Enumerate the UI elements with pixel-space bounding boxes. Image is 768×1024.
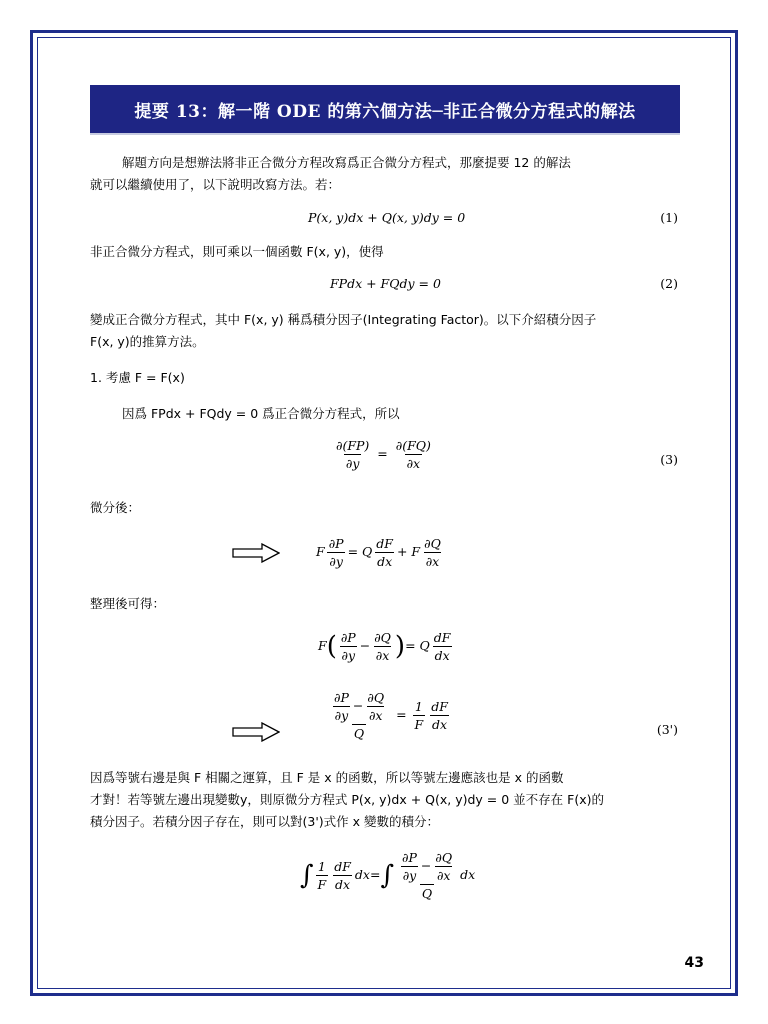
equation-1: P(x, y)dx + Q(x, y)dy = 0: [308, 210, 466, 225]
section-title: 提要 13：解一階 ODE 的第六個方法─非正合微分方程式的解法: [90, 85, 680, 135]
para3-line1: 變成正合微分方程式，其中 F(x, y) 稱爲積分因子(Integrating Factor)。以下介紹積分因子: [90, 312, 597, 327]
equation-4: F $\frac{\partial P}{\partial y}$ = Q $\frac{dF}{dx}$ + F $\frac{\partial Q}{\partial x}$: [316, 536, 441, 569]
para7-line2: 才對！若等號左邊出現變數y，則原微分方程式 P(x, y)dx + Q(x, y)dy = 0 並不存在 F(x)的: [90, 792, 604, 807]
equation-1-number: (1): [660, 210, 678, 225]
para5: 微分後：: [90, 500, 141, 515]
equation-6: $\frac{\partial P}{\partial y}$ − $\frac{\partial Q}{\partial x}$ Q = $\frac{1}{F}$ $\frac{dF}{dx}$: [334, 690, 448, 741]
implies-arrow-icon: [232, 722, 280, 742]
page-number: 43: [684, 955, 704, 971]
equation-5: F( $\frac{\partial P}{\partial y}$ − $\frac{\partial Q}{\partial x}$ )= Q $\frac{dF}{dx}$: [318, 630, 451, 663]
para1-line1: 解題方向是想辦法將非正合微分方程改寫爲正合微分方程式，那麼提要 12 的解法: [122, 155, 571, 170]
equation-7: ∫ $\frac{1}{F}$ $\frac{dF}{dx}$ dx=∫ $\frac{\partial P}{\partial y}$ − $\frac{\partial Q}{\partial x}$ Q dx: [300, 850, 476, 901]
equation-2-number: (2): [660, 276, 678, 291]
para3-line2: F(x, y)的推算方法。: [90, 334, 205, 349]
para7-line1: 因爲等號右邊是與 F 相關之運算，且 F 是 x 的函數，所以等號左邊應該也是 x 的函數: [90, 770, 564, 785]
para1-line2: 就可以繼續使用了，以下說明改寫方法。若：: [90, 177, 341, 192]
equation-6-number: (3'): [656, 722, 678, 737]
implies-arrow-icon: [232, 543, 280, 563]
equation-2: FPdx + FQdy = 0: [330, 276, 441, 291]
list-item-1: 1. 考慮 F = F(x): [90, 370, 185, 385]
para2: 非正合微分方程式，則可乘以一個函數 F(x, y)，使得: [90, 244, 384, 259]
para4: 因爲 FPdx + FQdy = 0 爲正合微分方程式，所以: [122, 406, 400, 421]
para7-line3: 積分因子。若積分因子存在，則可以對(3')式作 x 變數的積分：: [90, 814, 439, 829]
equation-3: $\frac{\partial(FP)}{\partial y}$ = $\frac{\partial(FQ)}{\partial x}$: [336, 438, 431, 471]
para6: 整理後可得：: [90, 596, 166, 611]
equation-3-number: (3): [660, 452, 678, 467]
